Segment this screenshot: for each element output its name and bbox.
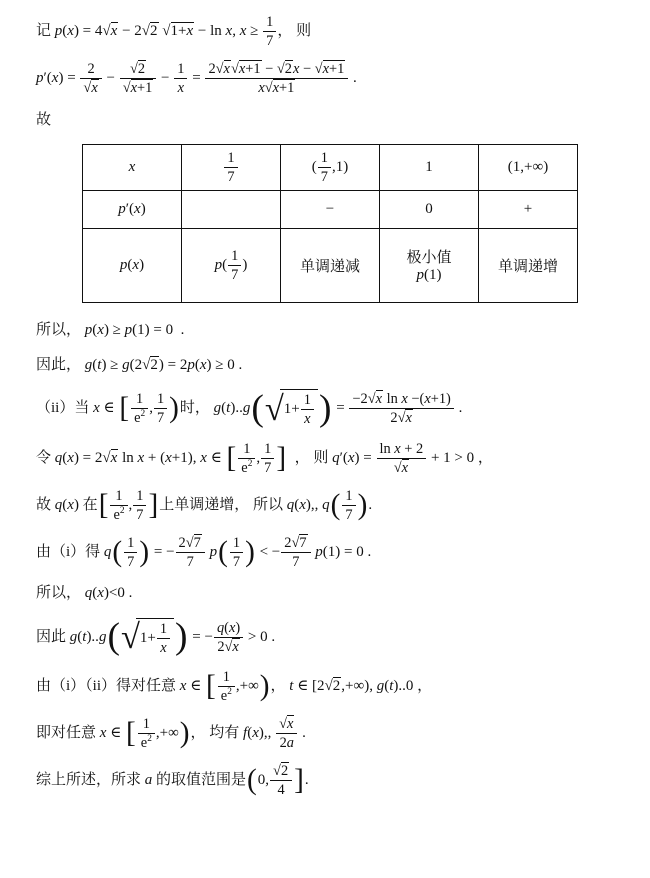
table-cell: ( $\frac{1}{7}$ ,1) bbox=[281, 144, 380, 190]
line-f-bound: 即对任意 x ∈ [ $\frac{1}{e^2}$ ,+∞)， 均有 f(x),, $\frac{√x}{2a}$ . bbox=[36, 716, 306, 752]
line-q-negative: 所以， q(x)<0 . bbox=[36, 585, 133, 602]
table-cell: 单调递减 bbox=[281, 228, 380, 302]
table-row-p bbox=[83, 228, 578, 302]
table-row-p-prime bbox=[83, 190, 578, 228]
table-cell: − bbox=[281, 190, 380, 228]
table-cell: 1 bbox=[380, 144, 479, 190]
line-g-positive: 因此 g(t)..g( √ 1+ $\frac{1}{x}$ ) = − $\frac{q(x)}{2√x}$ > 0 . bbox=[36, 616, 276, 658]
table-cell bbox=[182, 190, 281, 228]
table-cell: p( $\frac{1}{7}$ ) bbox=[182, 228, 281, 302]
table-cell: $\frac{1}{7}$ bbox=[182, 144, 281, 190]
monotonicity-table bbox=[82, 144, 578, 303]
line-combined-cases: 由（i）（ii）得对任意 x ∈ [ $\frac{1}{e^2}$ ,+∞)， t ∈ [2√2,+∞), g(t)..0 ， bbox=[36, 668, 433, 704]
line-case-ii-intro: （ii）当 x ∈ [ $\frac{1}{e^2}$ , $\frac{1}{7}$ )时， g(t)..g( √ 1+ $\frac{1}{x}$ ) = $\frac{\text{−2√x ln x −(x+1)}}{2√x}$ . bbox=[36, 388, 463, 430]
line-q-value-bound: 由（i）得 q( $\frac{1}{7}$ ) = − $\frac{2√7}{7}$ p( $\frac{1}{7}$ ) < − $\frac{2√7}{7}$ p(1) = 0 . bbox=[36, 535, 372, 571]
line-gu-label: 故 bbox=[36, 111, 52, 128]
table-cell: 0 bbox=[380, 190, 479, 228]
table-cell: 极小值 p(1) bbox=[380, 228, 479, 302]
table-cell: + bbox=[479, 190, 578, 228]
line-p-derivative: p′(x) = $\frac{2}{√x}$ − $\frac{√2}{√x+1}$ − $\frac{1}{x}$ = $\frac{2√x√x+1 - √2x - √x+1}{x√x+1}$ . bbox=[36, 61, 357, 97]
line-p-min-conclusion: 所以， p(x) ≥ p(1) = 0 . bbox=[36, 321, 185, 338]
line-q-monotonic: 故 q(x) 在[ $\frac{1}{e^2}$ , $\frac{1}{7}$ ]上单调递增， 所以 q(x),, q( $\frac{1}{7}$ ). bbox=[36, 487, 373, 523]
table-cell-p-header: p(x) bbox=[83, 228, 182, 302]
line-final-answer: 综上所述，所求 a 的取值范围是(0, $\frac{√2}{4}$ ]. bbox=[36, 763, 309, 799]
table-cell-x-header: x bbox=[83, 144, 182, 190]
line-g-t-lower-bound: 因此， g(t) ≥ g(2√2) = 2p(x) ≥ 0 . bbox=[36, 357, 243, 373]
line-p-definition: 记 p(x) = 4√x − 2√2 √1+x − ln x, x ≥ $\frac{1}{7}$ ， 则 bbox=[36, 14, 312, 50]
table-cell: 单调递增 bbox=[479, 228, 578, 302]
table-cell-pprime-header: p′(x) bbox=[83, 190, 182, 228]
table-cell: (1,+∞) bbox=[479, 144, 578, 190]
table-row-x bbox=[83, 144, 578, 190]
line-q-definition: 令 q(x) = 2√x ln x + (x+1), x ∈ [ $\frac{1}{e^2}$ , $\frac{1}{7}$ ] ， 则 q′(x) = $\frac{\text{ln x + 2}}{√x}$ + 1 > 0 ， bbox=[36, 440, 493, 476]
